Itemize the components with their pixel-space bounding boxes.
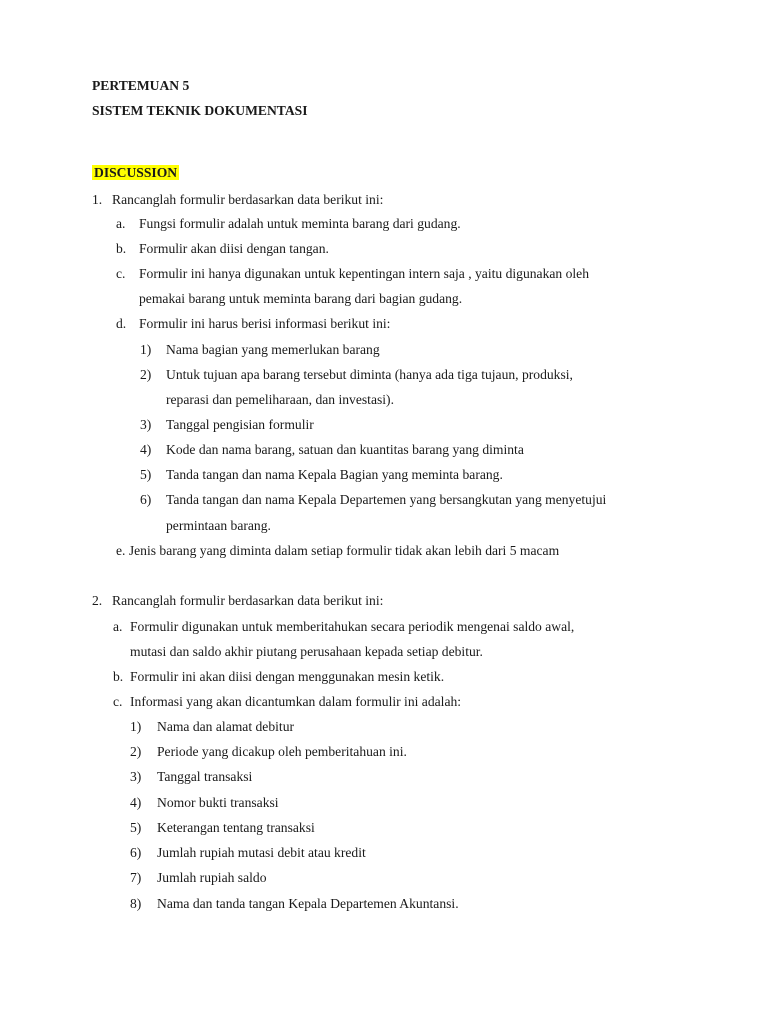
list-item-text-cont: mutasi dan saldo akhir piutang perusahaan kepada setiap debitur. xyxy=(130,644,483,659)
list-marker: a. xyxy=(116,216,126,231)
list-marker: a. xyxy=(113,619,123,634)
list-item-text: Informasi yang akan dicantumkan dalam formulir ini adalah: xyxy=(130,694,462,709)
sublist-marker: 6) xyxy=(140,492,152,507)
sublist-marker: 2) xyxy=(130,744,142,759)
sublist-marker: 5) xyxy=(130,820,142,835)
sublist-item-text: Periode yang dicakup oleh pemberitahuan ini. xyxy=(157,744,407,759)
list-marker: d. xyxy=(116,316,127,331)
section-heading-highlight: DISCUSSION xyxy=(94,165,178,180)
sublist-marker: 1) xyxy=(140,342,152,357)
list-marker: b. xyxy=(116,241,127,256)
sublist-item-text: Tanda tangan dan nama Kepala Bagian yang meminta barang. xyxy=(166,467,503,482)
list-marker: c. xyxy=(116,266,126,281)
sublist-item-text: Nama dan alamat debitur xyxy=(157,719,295,734)
document-title: PERTEMUAN 5 xyxy=(92,78,190,93)
sublist-item-text: Tanggal pengisian formulir xyxy=(166,417,314,432)
sublist-marker: 2) xyxy=(140,367,152,382)
sublist-marker: 3) xyxy=(140,417,152,432)
sublist-item-text: Tanggal transaksi xyxy=(157,769,253,784)
sublist-marker: 7) xyxy=(130,870,142,885)
question-number: 1. xyxy=(92,192,103,207)
question-number: 2. xyxy=(92,593,103,608)
list-marker: c. xyxy=(113,694,123,709)
sublist-marker: 4) xyxy=(130,795,142,810)
sublist-item-text: Jumlah rupiah saldo xyxy=(157,870,267,885)
sublist-marker: 5) xyxy=(140,467,152,482)
sublist-item-text: Nomor bukti transaksi xyxy=(157,795,279,810)
list-item-text: Fungsi formulir adalah untuk meminta barang dari gudang. xyxy=(139,216,461,231)
question-text: Rancanglah formulir berdasarkan data berikut ini: xyxy=(112,192,384,207)
section-heading xyxy=(92,165,179,181)
sublist-marker: 8) xyxy=(130,896,142,911)
sublist-item-text: Keterangan tentang transaksi xyxy=(157,820,315,835)
sublist-item-text-cont: permintaan barang. xyxy=(166,518,271,533)
question-text: Rancanglah formulir berdasarkan data berikut ini: xyxy=(112,593,384,608)
list-item-text: Formulir akan diisi dengan tangan. xyxy=(139,241,329,256)
document-subtitle: SISTEM TEKNIK DOKUMENTASI xyxy=(92,103,308,118)
sublist-item-text: Kode dan nama barang, satuan dan kuantitas barang yang diminta xyxy=(166,442,524,457)
sublist-item-text: Tanda tangan dan nama Kepala Departemen yang bersangkutan yang menyetujui xyxy=(166,492,607,507)
sublist-item-text: Jumlah rupiah mutasi debit atau kredit xyxy=(157,845,366,860)
sublist-item-text: Nama dan tanda tangan Kepala Departemen Akuntansi. xyxy=(157,896,459,911)
sublist-item-text: Untuk tujuan apa barang tersebut diminta (hanya ada tiga tujaun, produksi, xyxy=(166,367,573,382)
list-item-text-cont: pemakai barang untuk meminta barang dari bagian gudang. xyxy=(139,291,463,306)
list-item-text: Formulir ini harus berisi informasi berikut ini: xyxy=(139,316,391,331)
list-item-text: Formulir digunakan untuk memberitahukan secara periodik mengenai saldo awal, xyxy=(130,619,575,634)
sublist-marker: 3) xyxy=(130,769,142,784)
sublist-marker: 1) xyxy=(130,719,142,734)
list-marker: b. xyxy=(113,669,124,684)
list-item-text: Formulir ini hanya digunakan untuk kepentingan intern saja , yaitu digunakan oleh xyxy=(139,266,590,281)
sublist-item-text-cont: reparasi dan pemeliharaan, dan investasi). xyxy=(166,392,394,407)
list-item-text: e. Jenis barang yang diminta dalam setiap formulir tidak akan lebih dari 5 macam xyxy=(116,543,560,558)
sublist-marker: 4) xyxy=(140,442,152,457)
sublist-item-text: Nama bagian yang memerlukan barang xyxy=(166,342,380,357)
list-item-text: Formulir ini akan diisi dengan menggunakan mesin ketik. xyxy=(130,669,445,684)
sublist-marker: 6) xyxy=(130,845,142,860)
